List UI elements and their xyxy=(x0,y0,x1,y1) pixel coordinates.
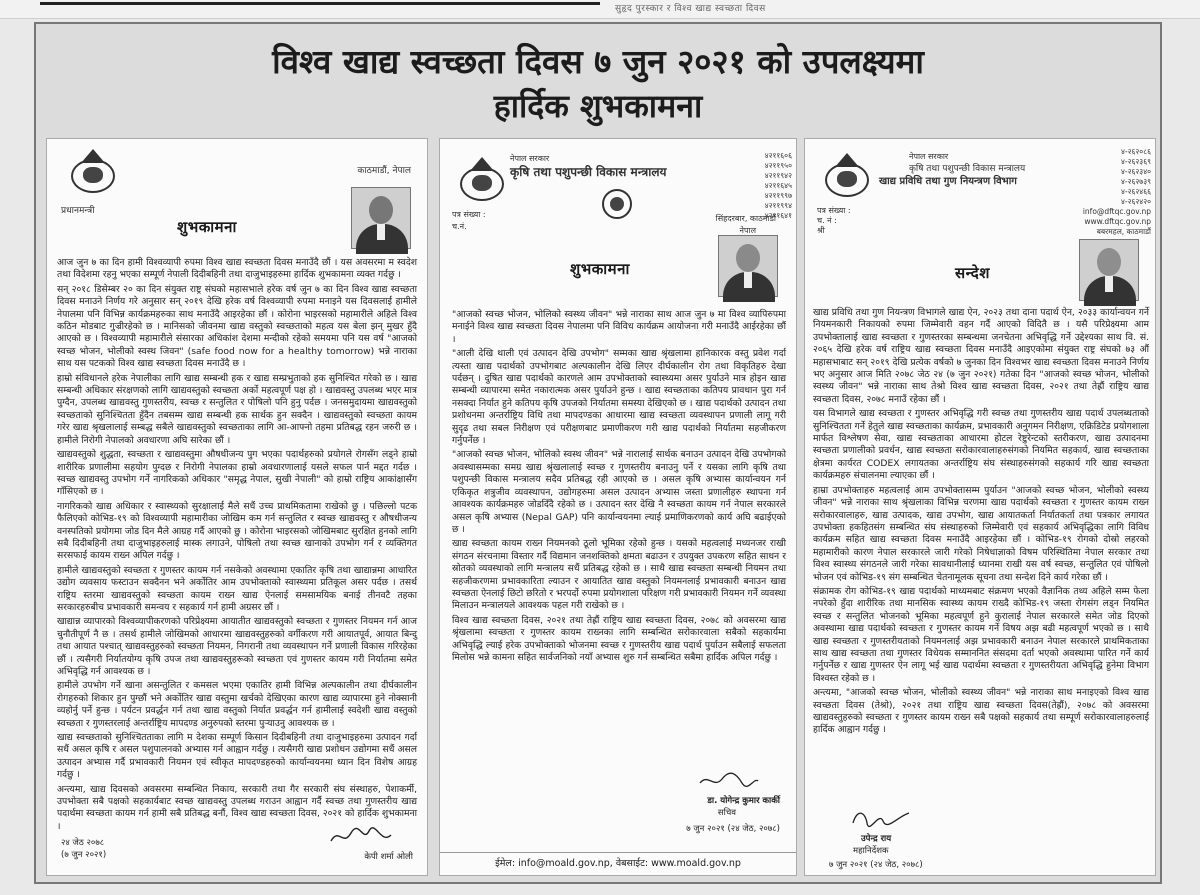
pm-heading: शुभकामना xyxy=(177,218,237,236)
moald-dispatch-number: च.नं. xyxy=(452,222,467,231)
pm-date-english: (७ जुन २०२१) xyxy=(61,850,107,860)
dftqc-gov-label: नेपाल सरकार xyxy=(909,152,949,161)
phone-number: ४-२६२४२० xyxy=(1120,197,1151,206)
advert-frame xyxy=(34,22,1162,884)
phone-number: ४-२६२७३९ xyxy=(1120,177,1151,186)
dftqc-ministry-name: कृषि तथा पशुपन्छी विकास मन्त्रालय xyxy=(909,164,1026,174)
secretary-name: डा. योगेन्द्र कुमार कार्की xyxy=(707,796,780,806)
dftqc-paragraph: हाम्रा उपभोक्ताहरु महत्वलाई आम उपभोक्तासम्म पुर्याउन "आजको स्वच्छ भोजन, भोलीको स्वस्थ्य जीवन" भन्ने नाराका साथ श्रृंखलाका विभिन्न चरणमा खाद्य पदार्थको स्वच्छता र गुणस्तर कायम राख्न सरोकारवालाहरु, खाद्य उत्पादक, खाद्य उपभोग, खाद्य आयातकर्ता निर्यातकर्ता तथा पत्रकार लगायत उपभोक्ता हकहितसंग सम्बन्धित संघ संस्थाहरुको जिम्मेवारी एवं सहकार्य अभिवृद्धिका लागि विविध कार्यक्रम सहित खाद्य स्वच्छता दिवस मनाउँदै आइरहेका छौं । कोभिड-१९ रोगको दोस्रो लहरको महामारीको कारण नेपाल सरकारले जारी गरेको निषेधाज्ञाको विषम परिस्थितिमा नेपाल सरकार तथा विश्व स्वास्थ्य संगठनले जारी गरेका सावधानीलाई ध्यानमा राखी यस वर्ष स्वच्छ, सन्तुलित एवं पोषिलो भोजन एवं कोभिड-१९ संग सम्बन्धित चेतनामूलक सूचना तथा सन्देश दिने कार्य गरेका छौं । xyxy=(813,484,1149,583)
moald-paragraph: खाद्य स्वच्छता कायम राख्न नियमनको ठूलो भूमिका रहेको हुन्छ । यसको महत्वलाई मध्यनजर राखी संगठन संरचनामा विस्तार गर्दै विद्यमान जनशक्तिको क्षमता बढाउन र उपयुक्त उपकरण सहित साधन र स्रोतको व्यवस्थाको लागि मन्त्रालय सधैं प्रतिबद्ध रहेको छ । साथै खाद्य स्वच्छता सम्बन्धी नियमन तथा सहजीकरणमा प्रभावकारिता ल्याउन र आयातित खाद्य वस्तुको नियमनलाई प्रभावकारी बनाउन खाद्य स्वच्छता ऐनलाई छिटो छरितो र भरपर्दो रुपमा प्रयोगशाला परिक्षण गरी प्रभावकारी नियमन गर्ने व्यवस्था मिलाउन मन्त्रालयले आवश्यक पहल गरी राखेको छ । xyxy=(452,538,786,612)
phone-number: ४-२६२०८६ xyxy=(1120,147,1151,156)
dftqc-dispatch-number: च. नं : xyxy=(817,216,837,225)
pm-date-nepali: २४ जेठ २०७८ xyxy=(61,838,105,848)
moald-date: ७ जुन २०२१ (२४ जेठ, २०७८) xyxy=(686,824,780,834)
moald-paragraph: "आजको स्वच्छ भोजन, भोलिको स्वस्थ जीवन" भन्ने नारालाई सार्थक बनाउन उत्पादन देखि उपभोगको अवस्थासम्मका समग्र खाद्य श्रृंखलालाई स्वच्छ र गुणस्तरीय बनाउनु पर्ने र यसका लागि कृषि तथा पशुपन्छी विकास मन्त्रालय सदैव प्रतिबद्ध रही आएको छ । असल कृषि अभ्यास कार्यान्वयन गर्न एकिकृत शत्रुजीव व्यवस्थापन, उद्योगहरुमा असल उत्पादन अभ्यास जस्ता प्रणालीहरु स्थापना गर्न आवश्यक कार्यक्रमहरु जोडदिँदै रहेको छ । उत्पादन स्तर देखि नै स्वच्छता कायम गर्न नेपाल सरकारले असल कृषि अभ्यास (Nepal GAP) पनि कार्यान्वयनमा ल्याई प्रमाणिकरणको कार्य अघि बढाईएको छ । xyxy=(452,449,786,535)
dftqc-message-panel xyxy=(804,138,1156,876)
pm-paragraph: सन् २०१८ डिसेम्बर २० का दिन संयुक्त राष्ट्र संघको महासभाले हरेक वर्ष जुन ७ का दिन विश्व खाद्य स्वच्छता दिवस मनाउने निर्णय गरे अनुसार सन् २०१९ देखि हरेक वर्ष विश्वव्यापी रुपमा मनाइने यस दिवसलाई हामीले नेपालमा पनि विभिन्न कार्यक्रमहरुका साथ मनाउँदै आइरहेका छौं । कोरोना भाइरसको महामारीले अहिले विश्व कठिन मोडबाट गुज्रीरहेको छ । मानिसको जीवनमा खाद्य वस्तुको स्वच्छताको महत्व यस बेला झन् मुखर हुँदै आएको छ । विश्वव्यापी महामारीले संसारका अधिकांश देशमा मन्दीको रहेको समयमा पनि यस वर्ष "आजको स्वच्छ भोजन, भोलीको स्वस्थ जिवन" (safe food now for a healthy tomorrow) भन्ने नाराका साथ यस पटकको विश्व खाद्य स्वच्छता दिवस मनाउँदै छ । xyxy=(57,283,417,370)
pm-paragraph: हामीले उपभोग गर्ने खाना असन्तुलित र कमसल भएमा एकातिर हामी विभिन्न अल्पकालीन तथा दीर्घकालीन रोगहरुको शिकार हुन पुग्छौं भने अर्कोतिर खाद्य वस्तुमा खर्चको देखिएका कारण खाद्य व्यापारमा हुने नोक्सानी व्यहोर्नु पर्ने हुन्छ । पर्यटन प्रवर्द्धन गर्न तथा खाद्य वस्तुको निर्यात प्रवर्द्धन गर्न हामीलाई स्वदेशी खाद्य वस्तुको स्वच्छता र गुणस्तरलाई अन्तर्राष्ट्रिय मापदण्ड अनुरुपको स्तरमा पुऱ्याउनु आवश्यक छ । xyxy=(57,680,417,729)
director-general-portrait xyxy=(1079,239,1139,301)
dftqc-ref-number: पत्र संख्या : xyxy=(817,206,851,215)
phone-number: ४२११९५० xyxy=(764,161,792,170)
top-strip xyxy=(0,0,1200,19)
secretary-designation: सचिव xyxy=(717,808,736,818)
pm-paragraph: खाद्यान्न व्यापारको विश्वव्यापीकरणको परिप्रेक्ष्यमा आयातीत खाद्यवस्तुको स्वच्छता र गुणस्तर नियमन गर्न आज चुनौतीपूर्ण नै छ । तसर्थ हामीले जोखिमको आधारमा खाद्यवस्तुहरुको वर्गीकरण गरी आयातपूर्व, आयात बिन्दु तथा आयात पश्चात् खाद्यवस्तुहरुको स्वच्छता नियमन, निगरानी तथा व्यवस्थापन गर्ने प्रणाली विकास गरिरहेका छौं । त्यसैगरी निर्यातयोग्य कृषि उपज तथा खाद्यवस्तुहरूको स्वच्छता एवं गुणस्तर कायम गरी निर्यातमा समेत अभिवृद्धि गर्न आवश्यक छ । xyxy=(57,616,417,677)
dftqc-heading: सन्देश xyxy=(955,264,990,282)
banner-title: विश्व खाद्य स्वच्छता दिवस ७ जुन २०२१ को उपलक्ष्यमा xyxy=(272,42,924,81)
banner-subtitle: हार्दिक शुभकामना xyxy=(493,87,703,125)
top-strip-text: सुहृद पुरस्कार र विश्व खाद्य स्वच्छता दिवस xyxy=(615,4,766,14)
moald-paragraph: विश्व खाद्य स्वच्छता दिवस, २०२१ तथा तेह्रौं राष्ट्रिय खाद्य स्वच्छता दिवस, २०७८ को अवसरमा खाद्य श्रृंखलामा स्वच्छता र गुणस्तर कायम राख्नका लागि सम्बन्धित सरोकारवाला सबैको सहकार्यमा अभिवृद्धि ल्याई हरेक उपभोक्ताको भोजनमा स्वच्छ र गुणस्तरीय खाद्य पदार्थ पुर्याउन सबैलाई सफलता मिलोस भन्ने कामना सहित सार्वजनिको नयाँ अभ्यास शुरु गर्न सम्बन्धित सबैमा हार्दिक अपिल गर्दछु । xyxy=(452,614,786,663)
dftqc-paragraph: यस विभागले खाद्य स्वच्छता र गुणस्तर अभिवृद्धि गरी स्वच्छ तथा गुणस्तरीय खाद्य पदार्थ उपलब्धताको सुनिश्चितता गर्ने हेतुले खाद्य स्वच्छताका कार्यक्रम, प्रभावकारी अनुगमन निरीक्षण, एक्रिडिटेड प्रयोगशाला मार्फत विश्लेषण सेवा, खाद्य स्वच्छताका आधारमा होटल रेष्टुरेन्टको स्तरीकरण, खाद्य उत्पादनमा स्वच्छता प्रणालीको प्रवर्धन, खाद्य स्वच्छता सरोकारवालाहरुसंगको नियमित सहकार्य, खाद्य स्वच्छताका क्षेत्रमा कार्यरत CODEX लगायतका अन्तर्राष्ट्रिय संघ संस्थाहरुसंगको सहकार्य गरि खाद्य स्वच्छता कार्यक्रमहरु संचालनमा ल्याएका छौं । xyxy=(813,408,1149,482)
dftqc-paragraph: अन्त्यमा, "आजको स्वच्छ भोजन, भोलीको स्वस्थ्य जीवन" भन्ने नाराका साथ मनाइएको विश्व खाद्य स्वच्छता दिवस (तेश्रो), २०२१ तथा राष्ट्रिय खाद्य स्वच्छता दिवस(तेह्रौं), २०७८ को अवसरमा खाद्यवस्तुहरुको स्वच्छता र गुणस्तर कायम राख्न सबै पक्षको सहकार्य तथा सम्पूर्ण सरोकारवालाहरुलाई हार्दिक आह्वान गर्दछु । xyxy=(813,687,1149,736)
dftqc-recipient: श्री xyxy=(817,226,825,235)
phone-number: ४२११६४१ xyxy=(764,211,792,220)
nepal-emblem-icon xyxy=(65,149,121,195)
dftqc-paragraph: खाद्य प्रविधि तथा गुण नियन्त्रण विभागले खाद्य ऐन, २०२३ तथा दाना पदार्थ ऐन, २०३३ कार्यान्वयन गर्ने नियमनकारी निकायको रुपमा जिम्मेवारी वहन गर्दै आएको विदितै छ । यसै परिप्रेक्ष्यमा आम उपभोक्तालाई खाद्य स्वच्छता र गुणस्तरका सम्बन्धमा जनचेतना अभिवृद्धि गर्ने उद्देश्यका साथ वि. सं. २०६५ देखि हरेक वर्ष राष्ट्रिय खाद्य स्वच्छता दिवस मनाउँदै आइएकोमा संयुक्त राष्ट्र संघको ७३ औं महासभाबाट सन् २०१९ देखि प्रत्येक वर्षको ७ जुनका दिन विश्वभर खाद्य स्वच्छता दिवस मनाउने निर्णय भए अनुसार आज मिति २०७८ जेठ २४ (७ जुन २०२१) गतेका दिन "आजको स्वच्छ भोजन, भोलीको स्वस्थ्य जीवन" भन्ने नाराका साथ तेश्रो विश्व खाद्य स्वच्छता दिवस, २०२१ तथा तेह्रौं राष्ट्रिय खाद्य स्वच्छता दिवस, २०७८ मनाउँ रहेका छौं । xyxy=(813,307,1149,405)
ministry-logo-icon xyxy=(594,185,640,225)
pm-paragraph: आज जुन ७ का दिन हामी विश्वव्यापी रुपमा विश्व खाद्य स्वच्छता दिवस मनाउँदै छौं । यस अवसरमा म स्वदेश तथा विदेशमा रहनु भएका सम्पूर्ण नेपाली दिदीबहिनी तथा दाजुभाइहरुमा हार्दिक शुभकामना व्यक्त गर्दछु । xyxy=(57,257,417,281)
pm-paragraph: नागरिकको खाद्य अधिकार र स्वास्थ्यको सुरक्षालाई मैले सधैं उच्च प्राथमिकतामा राखेको छु । पछिल्लो पटक फैलिएको कोभिड-१९ को विश्वव्यापी महामारीका जोखिम कम गर्न सन्तुलित र स्वच्छ खाद्यवस्तु र औषधीजन्य वनस्पतिको प्रयोगमा जोड दिन मैले आग्रह गर्दै आएको छु । कोरोना भाइरसको जोखिमबाट सुरक्षित हुनको लागि सबै दिदीबहिनी तथा दाजुभाइहरुलाई मास्क लगाउने, पोषिलो तथा स्वच्छ खानाको उपभोग गर्न र व्यक्तिगत सरसफाई कायम राख्न अपिल गर्दछु । xyxy=(57,500,417,562)
nepal-emblem-icon xyxy=(454,157,510,203)
pm-paragraph: अन्त्यमा, खाद्य दिवसको अवसरमा सम्बन्धित निकाय, सरकारी तथा गैर सरकारी संघ संस्थाहरु, पेशाकर्मी, उपभोक्ता सबै पक्षको सहकार्यबाट स्वच्छ खाद्यवस्तु उपलब्ध गराउन आह्वान गर्दै स्वच्छ तथा गुणस्तरीय खाद्य पदार्थमा स्वच्छता कायम गर्न हामी सबै प्रतिबद्ध बनौं, विश्व खाद्य स्वच्छता दिवस, २०२१ को हार्दिक शुभकामना । xyxy=(57,783,417,832)
phone-number: ४२११९९४ xyxy=(764,201,792,210)
moald-footer: ईमेल: info@moald.gov.np, वेबसाईट: www.moald.gov.np xyxy=(440,852,796,875)
top-rule xyxy=(40,2,600,5)
pm-paragraph: खाद्यवस्तुको शुद्धता, स्वच्छता र खाद्यवस्तुमा औषधीजन्य पुग भएका पदार्थहरुको प्रयोगले रोगसँग लड्ने हाम्रो शारीरिक प्रणालीमा सहयोग पुग्दछ र निरोगी नेपालका हाम्रो अवधारणालाई यसले सफल पार्न मद्दत गर्दछ । स्वच्छ खाद्यवस्तु उपभोग गर्ने नागरिकको अधिकार "समृद्ध नेपाल, सुखी नेपाली" को हाम्रो राष्ट्रिय आकांक्षासँग गाँसिएको छ । xyxy=(57,449,417,498)
director-general-signature-icon xyxy=(849,807,913,829)
moald-place: सिंहदरबार, काठमाडौं xyxy=(715,214,776,223)
moald-ministry-name: कृषि तथा पशुपन्छी विकास मन्त्रालय xyxy=(510,165,667,179)
director-general-designation: महानिर्देशक xyxy=(853,846,889,856)
pm-paragraph: हाम्रो संविधानले हरेक नेपालीका लागि खाद्य सम्बन्धी हक र खाद्य सम्प्रभुताको हक सुनिश्चित गरेको छ । खाद्य सम्बन्धी अधिकार संरक्षणको लागि खाद्यवस्तुको स्वच्छता अर्को महत्वपूर्ण पक्ष हो । खाद्यवस्तु उपलब्ध भएर मात्र पुग्दैन, उपलब्ध खाद्यवस्तु गुणस्तरीय, स्वच्छ र सन्तुलित र पोषिलो पनि हुनु पर्दछ । जनसमुदायमा खाद्यवस्तुको स्वच्छताको सुनिश्चितता हुँदैन तबसम्म खाद्य सम्बन्धी हक सार्थक हुन सक्दैन । खाद्यवस्तुको स्वच्छता कायम गरेर खाद्य श्रृखलालाई सम्बद्ध सबैले खाद्यवस्तुको स्वच्छताका लागि आ-आफ्नो तहमा प्रतिबद्ध रहन जरुरी छ । हामीले निरोगी नेपालको अवधारणा अघि सारेका छौं । xyxy=(57,372,417,446)
phone-number: ४२११९४२ xyxy=(764,171,792,180)
pm-signatory: केपी शर्मा ओली xyxy=(364,852,413,862)
dftqc-department-name: खाद्य प्रविधि तथा गुण नियन्त्रण विभाग xyxy=(879,176,1017,187)
phone-number: ४-२६२४६६ xyxy=(1120,187,1151,196)
moald-heading: शुभकामना xyxy=(570,260,630,278)
phone-number: ४२११६४५ xyxy=(764,181,792,190)
dftqc-website: www.dftqc.gov.np xyxy=(1084,217,1151,226)
dftqc-place: बबरमहल, काठमाडौं xyxy=(1096,227,1151,236)
pm-message-body xyxy=(57,257,417,832)
pm-place: काठमाडौं, नेपाल xyxy=(357,166,411,176)
pm-office-label: प्रधानमन्त्री xyxy=(61,206,95,216)
pm-paragraph: हामीले खाद्यवस्तुको स्वच्छता र गुणस्तर कायम गर्न नसकेको अवस्थामा एकातिर कृषि तथा खाद्यान्नमा आधारित उद्योग व्यवसाय फस्टाउन सक्दैनन भने अर्कोतिर आम उपभोक्ताको स्वास्थ्यमा प्रतिकूल असर पर्दछ । तसर्थ राष्ट्रिय स्तरमा खाद्यवस्तुको स्वच्छता कायम राख्न खाद्य ऐनलाई समसामयिक बनाई तीनवटै तहका सरकारहरुबीच प्रभावकारी समन्वय र सहकार्य गर्न हामी अग्रसर छौं । xyxy=(57,564,417,613)
pm-portrait xyxy=(351,187,411,249)
phone-number: ४२११९९७ xyxy=(764,191,792,200)
dftqc-paragraph: संक्रामक रोग कोभिड-१९ खाद्य पदार्थको माध्यमबाट संक्रमण भएको वैज्ञानिक तथ्य अहिले सम्म फेला नपरेको हुँदा शारीरिक तथा मानसिक स्वास्थ्य कायम राख्दै कोभिड-१९ जस्ता रोगसंग लड्न नियमित स्वच्छ र सन्तुलित भोजनको भूमिका महत्वपूर्ण हुने कुरालाई नेपाल सरकारले समेत जोड दिएको अवस्थामा खाद्य पदार्थको स्वच्छता र गुणस्तर कायम गर्ने विषय अझ बढी महत्वपूर्ण भएको छ । साथै खाद्य स्वच्छता र गुणस्तरीयताको नियमनलाई अझ प्रभावकारी बनाउन नेपाल सरकारले प्राथमिकताका साथ खाद्य स्वच्छता तथा गुणस्तर विधेयक सम्माननित संसदमा दर्ता भएको अवस्थामा पारित गर्ने कार्य गर्नुपर्नेछ र खाद्य गुणस्तर ऐन लागू भई खाद्य पदार्थमा स्वच्छता र गुणस्तरीयता अभिवृद्धि हुनेमा विभाग विश्वस्त रहेको छ । xyxy=(813,585,1149,684)
pm-signature-icon xyxy=(329,825,393,847)
dftqc-contact-list xyxy=(1083,147,1151,237)
nepal-emblem-icon xyxy=(819,153,875,199)
director-general-name: उपेन्द्र राय xyxy=(861,834,892,844)
moald-message-panel xyxy=(439,138,797,876)
moald-message-body xyxy=(452,309,786,757)
secretary-signature-icon xyxy=(696,769,760,791)
phone-number: ४-२६२३६९ xyxy=(1120,157,1151,166)
moald-paragraph: "आजको स्वच्छ भोजन, भोलिको स्वस्थ्य जीवन" भन्ने नाराका साथ आज जुन ७ मा विश्व व्यापिरुपमा मनाईने विश्व खाद्य स्वच्छता दिवस नेपालमा पनि विविध कार्यक्रम आयोजना गरी मनाउँदै आईरहेका छौं । xyxy=(452,309,786,345)
dftqc-email: info@dftqc.gov.np xyxy=(1082,207,1151,216)
moald-phone-list xyxy=(765,151,792,221)
dftqc-date: ७ जुन २०२१ (२४ जेठ, २०७८) xyxy=(829,860,923,870)
phone-number: ४२११६०६ xyxy=(764,151,792,160)
phone-number: ४-२६२३४० xyxy=(1120,167,1151,176)
pm-message-panel xyxy=(46,138,428,876)
dftqc-message-body xyxy=(813,307,1149,799)
moald-country: नेपाल xyxy=(739,226,756,235)
moald-paragraph: "आली देखि थाली एवं उत्पादन देखि उपभोग" सम्मका खाद्य श्रृंखलामा हानिकारक वस्तु प्रवेश गर्दा त्यस्ता खाद्य पदार्थको उपभोगबाट अल्पकालीन देखि लिएर दीर्घकालीन रोग तथा विकृतिहरु देखा पर्दछन् । दुषित खाद्य पदार्थको कारणले आम उपभोक्ताको स्वास्थ्यमा असर पुर्याउने मात्र होइन खाद्य सम्बन्धी व्यापारमा समेत नकारात्मक असर पुर्याउने हुन्छ । खाद्य स्वच्छताका कतिपय प्रावधान पुरा गर्न नसक्दा निर्यात हुने कतिपय कृषि उपजको निर्यातमा समस्या देखिएको छ । खाद्य पदार्थको उत्पादन तथा प्रशोधनमा अन्तर्राष्ट्रिय विधि तथा मापदण्डका आधारमा खाद्य स्वच्छता व्यवस्थापन प्रणाली लागू गरी सुदृढ तथा सबल निरीक्षण एवं परीक्षणबाट प्रमाणीकरण गरी खाद्य पदार्थको निर्यातमा सहजीकरण गर्नुपर्नेछ । xyxy=(452,348,786,447)
secretary-portrait xyxy=(718,235,778,297)
moald-gov-label: नेपाल सरकार xyxy=(510,154,550,163)
moald-ref-number: पत्र संख्या : xyxy=(452,210,486,219)
pm-paragraph: खाद्य स्वच्छताको सुनिश्चितताका लागि म देशका सम्पूर्ण किसान दिदीबहिनी तथा दाजुभाइहरुमा उत्पादन गर्दा सधैं असल कृषि र असल पशुपालनको अभ्यास गर्न आह्वान गर्दछु । त्यसैगरी खाद्य प्रशोधन उद्योगमा सधैं असल उत्पादन अभ्यास गर्दै प्रभावकारी नियमन एवं स्वीकृत मापदण्डहरुको कार्यान्वयनमा ध्यान दिन विशेष आग्रह गर्दछु । xyxy=(57,732,417,781)
